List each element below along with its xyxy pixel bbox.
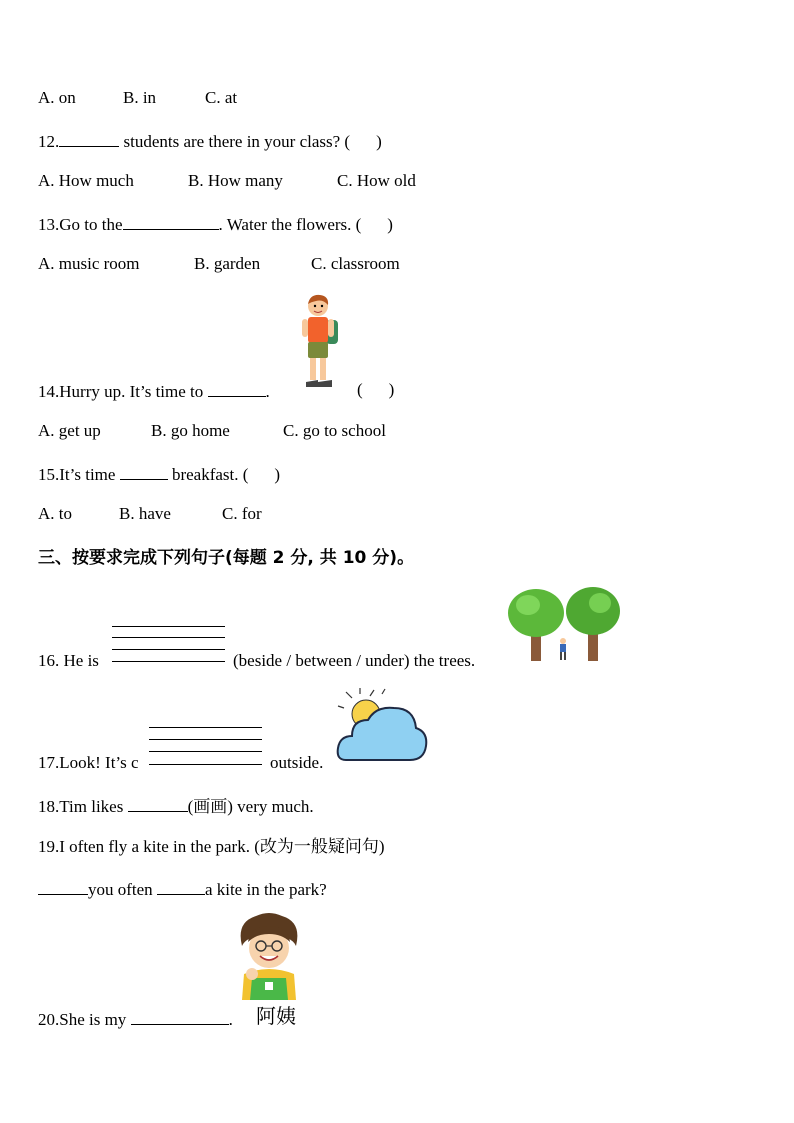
aunt-label: 阿姨 [256, 1004, 296, 1028]
q15-blank[interactable] [120, 463, 168, 480]
section-three-heading: 三、按要求完成下列句子(每题 2 分, 共 10 分)。 [38, 548, 415, 568]
q14-open-paren: ( [357, 380, 363, 399]
q11-option-b: B. in [123, 88, 157, 107]
q16-question [38, 651, 99, 671]
q18-text2: (画画) very much. [187, 797, 314, 816]
q16-choices: (beside / between / under) the trees. [233, 651, 476, 670]
q11-option-a: A. on [38, 88, 76, 107]
boy-backpack-icon [298, 292, 344, 392]
q20-period: . [228, 1010, 233, 1029]
q13-blank[interactable] [123, 213, 219, 230]
q12-close-paren: ) [376, 132, 382, 151]
q16-text: 16. He is [38, 651, 99, 670]
q12-text: students are there in your class? ( [119, 132, 351, 151]
q12-option-a: A. How much [38, 171, 134, 190]
q13-text: . Water the flowers. ( [218, 215, 362, 234]
q13-option-b: B. garden [194, 254, 261, 273]
q11-option-c: C. at [205, 88, 238, 107]
q20-text: 20.She is my [38, 1010, 131, 1029]
q15-text: 15.It’s time [38, 465, 120, 484]
q19-answer-text1: you often [88, 880, 157, 899]
q15-option-b: B. have [119, 504, 171, 523]
q19-answer-text2: a kite in the park? [204, 880, 327, 899]
q18-text: 18.Tim likes [38, 797, 128, 816]
q14-option-a: A. get up [38, 421, 101, 440]
q19-question: 19.I often fly a kite in the park. (改为一般疑问句) [38, 837, 385, 856]
q19-blank-2[interactable] [157, 878, 205, 895]
q19-answer-line [38, 878, 327, 900]
q15-text2: breakfast. ( [167, 465, 249, 484]
q20-blank[interactable] [131, 1008, 229, 1025]
q12-blank[interactable] [59, 130, 119, 147]
q15-option-c: C. for [222, 504, 262, 523]
q15-question [38, 463, 280, 485]
q13-question [38, 213, 393, 235]
q14-text: 14.Hurry up. It’s time to [38, 382, 208, 401]
q12-option-c: C. How old [337, 171, 416, 190]
q12-option-b: B. How many [188, 171, 283, 190]
q13-option-a: A. music room [38, 254, 140, 273]
q12-number: 12. [38, 132, 60, 151]
q14-question [38, 380, 270, 402]
q14-period: . [265, 382, 270, 401]
q13-close-paren: ) [387, 215, 393, 234]
q19-blank-1[interactable] [38, 878, 88, 895]
q15-option-a: A. to [38, 504, 72, 523]
q13-option-c: C. classroom [311, 254, 400, 273]
aunt-icon [236, 912, 302, 1000]
q18-question [38, 795, 314, 817]
sun-cloud-icon [336, 688, 428, 766]
q14-blank[interactable] [208, 380, 266, 397]
q18-blank[interactable] [128, 795, 188, 812]
q17-outside: outside. [270, 753, 324, 772]
q14-option-b: B. go home [151, 421, 230, 440]
trees-icon [506, 585, 622, 665]
q12-question [38, 130, 382, 152]
q14-paren [357, 380, 394, 400]
q13-prefix: 13.Go to the [38, 215, 123, 234]
q14-close-paren: ) [388, 380, 395, 399]
q14-option-c: C. go to school [283, 421, 386, 440]
q20-question [38, 1008, 233, 1030]
q17-text: 17.Look! It’s c [38, 753, 139, 772]
q15-close-paren: ) [274, 465, 281, 484]
q17-question [38, 753, 139, 773]
